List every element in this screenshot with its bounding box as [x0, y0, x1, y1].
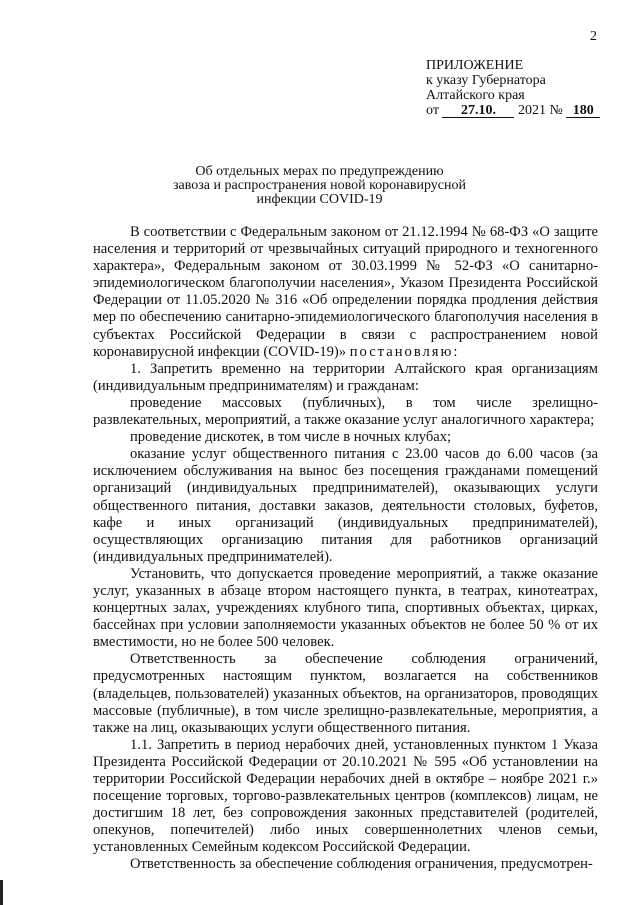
preamble-text: В соответствии с Федеральным законом от 21.12.1994 № 68-ФЗ «О защите населения и территорий от чрезвычайных ситуаций природного и техногенного характера», Федеральным законом от 30.03.1999 № 52-ФЗ «О санитарно-эпидемиологическом благополучии населения», Указом Президента Российской Федерации от 11.05.2020 № 316 «Об определении порядка продления действия мер по обеспечению санитарно-эпидемиологического благополучия населения в субъектах Российской Федерации в связи с распространением новой коронавирусной инфекции (COVID-19)»: [93, 224, 598, 360]
paragraph: оказание услуг общественного питания с 23.00 часов до 6.00 часов (за исключением обслуживания на вынос без посещения гражданами помещений организаций (индивидуальных предпринимателей), оказывающих услуги общественного питания, доставки заказов, деятельности столовых, буфетов, кафе и иных организаций (индивидуальных предпринимателей), осуществляющих организацию питания для работников организаций (индивидуальных предпринимателей).: [93, 446, 598, 565]
appendix-date-line: [426, 103, 600, 118]
decree-word: постановляю:: [349, 343, 460, 360]
page-number: 2: [590, 29, 597, 44]
appendix-title: ПРИЛОЖЕНИЕ: [426, 58, 524, 73]
paragraph: 1. Запретить временно на территории Алтайского края организациям (индивидуальным предпринимателям) и гражданам:: [93, 360, 598, 394]
appendix-decree-ref: к указу Губернатора: [426, 73, 546, 88]
appendix-region: Алтайского края: [426, 88, 525, 103]
appendix-number: 180: [566, 104, 600, 118]
paragraph: проведение дискотек, в том числе в ночных клубах;: [130, 429, 452, 446]
title-line: инфекции COVID-19: [256, 192, 383, 207]
document-body: [93, 224, 598, 874]
title-line: Об отдельных мерах по предупреждению: [195, 164, 444, 179]
paragraph: проведение массовых (публичных), в том числе зрелищно-развлекательных, мероприятий, а также оказание услуг аналогичного характера;: [93, 394, 598, 429]
appendix-year-no: 2021 №: [517, 103, 563, 118]
appendix-from-label: от: [426, 103, 439, 118]
document-title: [0, 165, 639, 207]
appendix-header: [426, 58, 600, 118]
paragraph: Установить, что допускается проведение мероприятий, а также оказание услуг, указанных в абзаце втором настоящего пункта, в театрах, кинотеатрах, концертных залах, учреждениях клубного типа, спортивных объектах, цирках, бассейнах при условии заполняемости указанных объектов не более 50 % от их вместимости, но не более 500 человек.: [93, 565, 598, 651]
appendix-date: 27.10.: [442, 104, 514, 118]
paragraph: Ответственность за обеспечение соблюдения ограничений, предусмотренных настоящим пунктом, возлагается на собственников (владельцев, пользователей) указанных объектов, на организаторов, проводящих массовые (публичные), в том числе зрелищно-развлекательные, мероприятия, а также на лиц, оказывающих услуги общественного питания.: [93, 651, 598, 736]
title-line: завоза и распространения новой коронавирусной: [172, 178, 467, 193]
paragraph: 1.1. Запретить в период нерабочих дней, установленных пунктом 1 Указа Президента Российской Федерации от 20.10.2021 № 595 «Об установлении на территории Российской Федерации нерабочих дней в октябре – ноябре 2021 г.» посещение торговых, торгово-развлекательных центров (комплексов) лицам, не достигшим 18 лет, без сопровождения законных представителей (родителей, опекунов, попечителей) либо иных совершеннолетних членов семьи, установленных Семейным кодексом Российской Федерации.: [93, 736, 598, 856]
paragraph-preamble: [93, 224, 598, 361]
scan-edge-mark: [0, 880, 3, 905]
paragraph: Ответственность за обеспечение соблюдения ограничения, предусмотрен-: [130, 856, 593, 873]
